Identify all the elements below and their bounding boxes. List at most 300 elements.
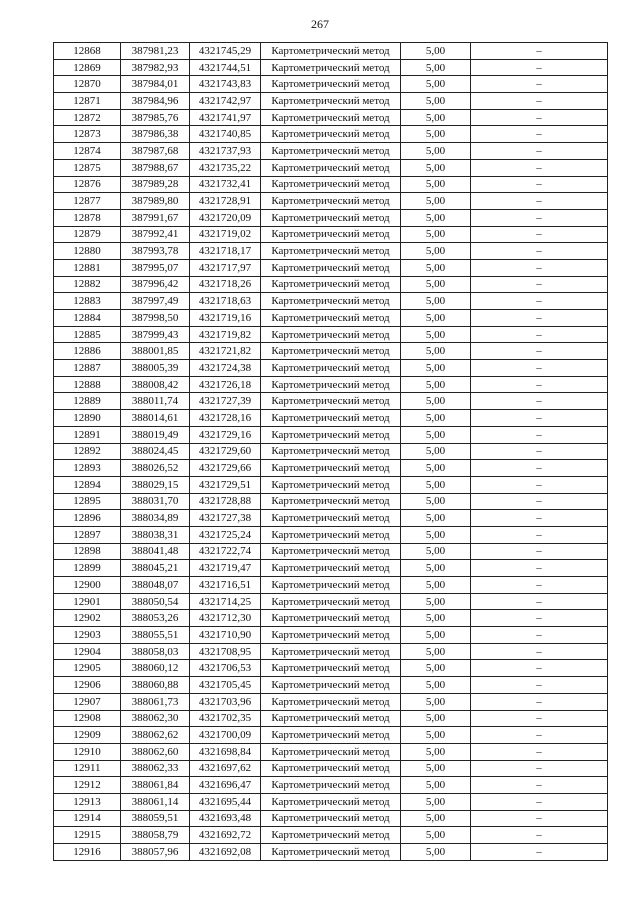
accuracy-cell: 5,00	[401, 827, 471, 844]
x-coordinate-cell: 388008,42	[121, 376, 190, 393]
note-cell: –	[471, 660, 608, 677]
note-cell: –	[471, 577, 608, 594]
note-cell: –	[471, 643, 608, 660]
point-number-cell: 12869	[54, 59, 121, 76]
accuracy-cell: 5,00	[401, 660, 471, 677]
y-coordinate-cell: 4321719,16	[190, 310, 261, 327]
point-number-cell: 12879	[54, 226, 121, 243]
x-coordinate-cell: 388062,60	[121, 743, 190, 760]
accuracy-cell: 5,00	[401, 777, 471, 794]
table-row	[54, 176, 608, 193]
point-number-cell: 12884	[54, 310, 121, 327]
table-row	[54, 126, 608, 143]
note-cell: –	[471, 810, 608, 827]
point-number-cell: 12886	[54, 343, 121, 360]
y-coordinate-cell: 4321742,97	[190, 93, 261, 110]
y-coordinate-cell: 4321728,91	[190, 193, 261, 210]
note-cell: –	[471, 343, 608, 360]
method-cell: Картометрический метод	[261, 827, 401, 844]
x-coordinate-cell: 388014,61	[121, 410, 190, 427]
method-cell: Картометрический метод	[261, 743, 401, 760]
method-cell: Картометрический метод	[261, 410, 401, 427]
y-coordinate-cell: 4321728,16	[190, 410, 261, 427]
point-number-cell: 12911	[54, 760, 121, 777]
point-number-cell: 12906	[54, 677, 121, 694]
point-number-cell: 12874	[54, 143, 121, 160]
y-coordinate-cell: 4321729,16	[190, 426, 261, 443]
point-number-cell: 12893	[54, 460, 121, 477]
table-row	[54, 760, 608, 777]
x-coordinate-cell: 387993,78	[121, 243, 190, 260]
note-cell: –	[471, 743, 608, 760]
table-row	[54, 159, 608, 176]
method-cell: Картометрический метод	[261, 493, 401, 510]
x-coordinate-cell: 388019,49	[121, 426, 190, 443]
point-number-cell: 12903	[54, 627, 121, 644]
table-row	[54, 410, 608, 427]
table-row	[54, 443, 608, 460]
y-coordinate-cell: 4321726,18	[190, 376, 261, 393]
method-cell: Картометрический метод	[261, 660, 401, 677]
x-coordinate-cell: 388034,89	[121, 510, 190, 527]
note-cell: –	[471, 76, 608, 93]
table-row	[54, 643, 608, 660]
y-coordinate-cell: 4321700,09	[190, 727, 261, 744]
table-row	[54, 426, 608, 443]
method-cell: Картометрический метод	[261, 259, 401, 276]
x-coordinate-cell: 387999,43	[121, 326, 190, 343]
note-cell: –	[471, 460, 608, 477]
y-coordinate-cell: 4321719,82	[190, 326, 261, 343]
method-cell: Картометрический метод	[261, 209, 401, 226]
method-cell: Картометрический метод	[261, 293, 401, 310]
point-number-cell: 12876	[54, 176, 121, 193]
method-cell: Картометрический метод	[261, 376, 401, 393]
coordinates-table	[53, 42, 608, 861]
note-cell: –	[471, 109, 608, 126]
note-cell: –	[471, 693, 608, 710]
y-coordinate-cell: 4321744,51	[190, 59, 261, 76]
note-cell: –	[471, 426, 608, 443]
x-coordinate-cell: 388062,33	[121, 760, 190, 777]
table-row	[54, 376, 608, 393]
x-coordinate-cell: 387987,68	[121, 143, 190, 160]
accuracy-cell: 5,00	[401, 276, 471, 293]
method-cell: Картометрический метод	[261, 560, 401, 577]
point-number-cell: 12900	[54, 577, 121, 594]
point-number-cell: 12901	[54, 593, 121, 610]
x-coordinate-cell: 387982,93	[121, 59, 190, 76]
accuracy-cell: 5,00	[401, 460, 471, 477]
point-number-cell: 12910	[54, 743, 121, 760]
accuracy-cell: 5,00	[401, 376, 471, 393]
y-coordinate-cell: 4321702,35	[190, 710, 261, 727]
accuracy-cell: 5,00	[401, 560, 471, 577]
method-cell: Картометрический метод	[261, 226, 401, 243]
x-coordinate-cell: 388038,31	[121, 526, 190, 543]
table-row	[54, 844, 608, 861]
point-number-cell: 12914	[54, 810, 121, 827]
x-coordinate-cell: 387984,96	[121, 93, 190, 110]
y-coordinate-cell: 4321741,97	[190, 109, 261, 126]
accuracy-cell: 5,00	[401, 443, 471, 460]
table-row	[54, 460, 608, 477]
point-number-cell: 12881	[54, 259, 121, 276]
point-number-cell: 12890	[54, 410, 121, 427]
x-coordinate-cell: 387981,23	[121, 43, 190, 60]
x-coordinate-cell: 388060,88	[121, 677, 190, 694]
accuracy-cell: 5,00	[401, 727, 471, 744]
y-coordinate-cell: 4321716,51	[190, 577, 261, 594]
method-cell: Картометрический метод	[261, 443, 401, 460]
method-cell: Картометрический метод	[261, 243, 401, 260]
table-row	[54, 343, 608, 360]
point-number-cell: 12870	[54, 76, 121, 93]
y-coordinate-cell: 4321719,47	[190, 560, 261, 577]
accuracy-cell: 5,00	[401, 59, 471, 76]
y-coordinate-cell: 4321729,51	[190, 476, 261, 493]
note-cell: –	[471, 209, 608, 226]
y-coordinate-cell: 4321698,84	[190, 743, 261, 760]
accuracy-cell: 5,00	[401, 243, 471, 260]
x-coordinate-cell: 388024,45	[121, 443, 190, 460]
accuracy-cell: 5,00	[401, 43, 471, 60]
point-number-cell: 12872	[54, 109, 121, 126]
table-row	[54, 393, 608, 410]
note-cell: –	[471, 143, 608, 160]
table-row	[54, 43, 608, 60]
method-cell: Картометрический метод	[261, 176, 401, 193]
x-coordinate-cell: 388059,51	[121, 810, 190, 827]
point-number-cell: 12894	[54, 476, 121, 493]
note-cell: –	[471, 627, 608, 644]
note-cell: –	[471, 59, 608, 76]
x-coordinate-cell: 388041,48	[121, 543, 190, 560]
method-cell: Картометрический метод	[261, 143, 401, 160]
y-coordinate-cell: 4321717,97	[190, 259, 261, 276]
point-number-cell: 12875	[54, 159, 121, 176]
y-coordinate-cell: 4321724,38	[190, 360, 261, 377]
y-coordinate-cell: 4321732,41	[190, 176, 261, 193]
accuracy-cell: 5,00	[401, 393, 471, 410]
table-row	[54, 93, 608, 110]
note-cell: –	[471, 677, 608, 694]
note-cell: –	[471, 710, 608, 727]
note-cell: –	[471, 360, 608, 377]
table-row	[54, 293, 608, 310]
page-number: 267	[311, 17, 329, 31]
method-cell: Картометрический метод	[261, 159, 401, 176]
accuracy-cell: 5,00	[401, 426, 471, 443]
note-cell: –	[471, 610, 608, 627]
x-coordinate-cell: 388061,14	[121, 793, 190, 810]
x-coordinate-cell: 388001,85	[121, 343, 190, 360]
point-number-cell: 12887	[54, 360, 121, 377]
note-cell: –	[471, 243, 608, 260]
y-coordinate-cell: 4321725,24	[190, 526, 261, 543]
accuracy-cell: 5,00	[401, 226, 471, 243]
point-number-cell: 12885	[54, 326, 121, 343]
point-number-cell: 12882	[54, 276, 121, 293]
point-number-cell: 12905	[54, 660, 121, 677]
accuracy-cell: 5,00	[401, 326, 471, 343]
x-coordinate-cell: 387998,50	[121, 310, 190, 327]
method-cell: Картометрический метод	[261, 510, 401, 527]
note-cell: –	[471, 310, 608, 327]
method-cell: Картометрический метод	[261, 460, 401, 477]
x-coordinate-cell: 387992,41	[121, 226, 190, 243]
accuracy-cell: 5,00	[401, 209, 471, 226]
accuracy-cell: 5,00	[401, 493, 471, 510]
accuracy-cell: 5,00	[401, 627, 471, 644]
point-number-cell: 12897	[54, 526, 121, 543]
table-row	[54, 593, 608, 610]
x-coordinate-cell: 388053,26	[121, 610, 190, 627]
point-number-cell: 12895	[54, 493, 121, 510]
method-cell: Картометрический метод	[261, 476, 401, 493]
accuracy-cell: 5,00	[401, 310, 471, 327]
table-row	[54, 76, 608, 93]
x-coordinate-cell: 388055,51	[121, 627, 190, 644]
method-cell: Картометрический метод	[261, 526, 401, 543]
note-cell: –	[471, 226, 608, 243]
accuracy-cell: 5,00	[401, 810, 471, 827]
note-cell: –	[471, 159, 608, 176]
accuracy-cell: 5,00	[401, 760, 471, 777]
note-cell: –	[471, 376, 608, 393]
method-cell: Картометрический метод	[261, 59, 401, 76]
accuracy-cell: 5,00	[401, 677, 471, 694]
y-coordinate-cell: 4321703,96	[190, 693, 261, 710]
method-cell: Картометрический метод	[261, 610, 401, 627]
point-number-cell: 12902	[54, 610, 121, 627]
accuracy-cell: 5,00	[401, 126, 471, 143]
y-coordinate-cell: 4321727,39	[190, 393, 261, 410]
table-row	[54, 693, 608, 710]
note-cell: –	[471, 793, 608, 810]
y-coordinate-cell: 4321727,38	[190, 510, 261, 527]
x-coordinate-cell: 388031,70	[121, 493, 190, 510]
method-cell: Картометрический метод	[261, 76, 401, 93]
note-cell: –	[471, 393, 608, 410]
note-cell: –	[471, 410, 608, 427]
y-coordinate-cell: 4321721,82	[190, 343, 261, 360]
method-cell: Картометрический метод	[261, 643, 401, 660]
x-coordinate-cell: 388061,84	[121, 777, 190, 794]
method-cell: Картометрический метод	[261, 677, 401, 694]
accuracy-cell: 5,00	[401, 76, 471, 93]
y-coordinate-cell: 4321743,83	[190, 76, 261, 93]
x-coordinate-cell: 387997,49	[121, 293, 190, 310]
accuracy-cell: 5,00	[401, 526, 471, 543]
method-cell: Картометрический метод	[261, 727, 401, 744]
note-cell: –	[471, 493, 608, 510]
note-cell: –	[471, 43, 608, 60]
point-number-cell: 12909	[54, 727, 121, 744]
table-row	[54, 710, 608, 727]
point-number-cell: 12907	[54, 693, 121, 710]
point-number-cell: 12899	[54, 560, 121, 577]
note-cell: –	[471, 510, 608, 527]
point-number-cell: 12888	[54, 376, 121, 393]
note-cell: –	[471, 176, 608, 193]
method-cell: Картометрический метод	[261, 393, 401, 410]
accuracy-cell: 5,00	[401, 193, 471, 210]
note-cell: –	[471, 543, 608, 560]
note-cell: –	[471, 193, 608, 210]
method-cell: Картометрический метод	[261, 126, 401, 143]
y-coordinate-cell: 4321710,90	[190, 627, 261, 644]
y-coordinate-cell: 4321740,85	[190, 126, 261, 143]
method-cell: Картометрический метод	[261, 93, 401, 110]
y-coordinate-cell: 4321693,48	[190, 810, 261, 827]
x-coordinate-cell: 387988,67	[121, 159, 190, 176]
y-coordinate-cell: 4321692,08	[190, 844, 261, 861]
table-row	[54, 276, 608, 293]
y-coordinate-cell: 4321729,66	[190, 460, 261, 477]
x-coordinate-cell: 388061,73	[121, 693, 190, 710]
point-number-cell: 12916	[54, 844, 121, 861]
method-cell: Картометрический метод	[261, 310, 401, 327]
x-coordinate-cell: 388011,74	[121, 393, 190, 410]
table-body	[54, 43, 608, 861]
method-cell: Картометрический метод	[261, 326, 401, 343]
accuracy-cell: 5,00	[401, 610, 471, 627]
method-cell: Картометрический метод	[261, 276, 401, 293]
accuracy-cell: 5,00	[401, 293, 471, 310]
y-coordinate-cell: 4321718,17	[190, 243, 261, 260]
table-row	[54, 476, 608, 493]
x-coordinate-cell: 387989,28	[121, 176, 190, 193]
accuracy-cell: 5,00	[401, 176, 471, 193]
table-row	[54, 109, 608, 126]
y-coordinate-cell: 4321718,26	[190, 276, 261, 293]
x-coordinate-cell: 387985,76	[121, 109, 190, 126]
y-coordinate-cell: 4321708,95	[190, 643, 261, 660]
y-coordinate-cell: 4321735,22	[190, 159, 261, 176]
method-cell: Картометрический метод	[261, 426, 401, 443]
point-number-cell: 12912	[54, 777, 121, 794]
point-number-cell: 12889	[54, 393, 121, 410]
table-row	[54, 59, 608, 76]
point-number-cell: 12904	[54, 643, 121, 660]
x-coordinate-cell: 387989,80	[121, 193, 190, 210]
point-number-cell: 12878	[54, 209, 121, 226]
accuracy-cell: 5,00	[401, 693, 471, 710]
accuracy-cell: 5,00	[401, 143, 471, 160]
y-coordinate-cell: 4321737,93	[190, 143, 261, 160]
y-coordinate-cell: 4321728,88	[190, 493, 261, 510]
table-row	[54, 493, 608, 510]
accuracy-cell: 5,00	[401, 159, 471, 176]
table-row	[54, 526, 608, 543]
table-row	[54, 326, 608, 343]
x-coordinate-cell: 388062,62	[121, 727, 190, 744]
note-cell: –	[471, 293, 608, 310]
table-row	[54, 226, 608, 243]
point-number-cell: 12915	[54, 827, 121, 844]
y-coordinate-cell: 4321696,47	[190, 777, 261, 794]
accuracy-cell: 5,00	[401, 93, 471, 110]
table-row	[54, 827, 608, 844]
x-coordinate-cell: 388029,15	[121, 476, 190, 493]
table-row	[54, 543, 608, 560]
y-coordinate-cell: 4321745,29	[190, 43, 261, 60]
note-cell: –	[471, 727, 608, 744]
accuracy-cell: 5,00	[401, 510, 471, 527]
method-cell: Картометрический метод	[261, 343, 401, 360]
point-number-cell: 12873	[54, 126, 121, 143]
method-cell: Картометрический метод	[261, 193, 401, 210]
accuracy-cell: 5,00	[401, 543, 471, 560]
method-cell: Картометрический метод	[261, 793, 401, 810]
note-cell: –	[471, 827, 608, 844]
y-coordinate-cell: 4321718,63	[190, 293, 261, 310]
x-coordinate-cell: 388048,07	[121, 577, 190, 594]
note-cell: –	[471, 326, 608, 343]
note-cell: –	[471, 93, 608, 110]
table-row	[54, 259, 608, 276]
y-coordinate-cell: 4321712,30	[190, 610, 261, 627]
table-row	[54, 810, 608, 827]
table-row	[54, 193, 608, 210]
table-row	[54, 360, 608, 377]
method-cell: Картометрический метод	[261, 627, 401, 644]
table-row	[54, 743, 608, 760]
method-cell: Картометрический метод	[261, 777, 401, 794]
y-coordinate-cell: 4321705,45	[190, 677, 261, 694]
method-cell: Картометрический метод	[261, 360, 401, 377]
note-cell: –	[471, 760, 608, 777]
accuracy-cell: 5,00	[401, 577, 471, 594]
table-row	[54, 793, 608, 810]
x-coordinate-cell: 387984,01	[121, 76, 190, 93]
point-number-cell: 12880	[54, 243, 121, 260]
method-cell: Картометрический метод	[261, 844, 401, 861]
note-cell: –	[471, 476, 608, 493]
y-coordinate-cell: 4321697,62	[190, 760, 261, 777]
x-coordinate-cell: 388058,03	[121, 643, 190, 660]
x-coordinate-cell: 387991,67	[121, 209, 190, 226]
method-cell: Картометрический метод	[261, 693, 401, 710]
x-coordinate-cell: 388062,30	[121, 710, 190, 727]
table-row	[54, 577, 608, 594]
method-cell: Картометрический метод	[261, 810, 401, 827]
table-row	[54, 677, 608, 694]
note-cell: –	[471, 276, 608, 293]
point-number-cell: 12896	[54, 510, 121, 527]
table-row	[54, 560, 608, 577]
point-number-cell: 12871	[54, 93, 121, 110]
x-coordinate-cell: 388026,52	[121, 460, 190, 477]
x-coordinate-cell: 388060,12	[121, 660, 190, 677]
x-coordinate-cell: 388005,39	[121, 360, 190, 377]
table-row	[54, 777, 608, 794]
method-cell: Картометрический метод	[261, 109, 401, 126]
note-cell: –	[471, 259, 608, 276]
point-number-cell: 12908	[54, 710, 121, 727]
point-number-cell: 12891	[54, 426, 121, 443]
accuracy-cell: 5,00	[401, 710, 471, 727]
table-row	[54, 727, 608, 744]
x-coordinate-cell: 388057,96	[121, 844, 190, 861]
accuracy-cell: 5,00	[401, 643, 471, 660]
note-cell: –	[471, 126, 608, 143]
table-row	[54, 510, 608, 527]
table-row	[54, 310, 608, 327]
point-number-cell: 12883	[54, 293, 121, 310]
note-cell: –	[471, 526, 608, 543]
